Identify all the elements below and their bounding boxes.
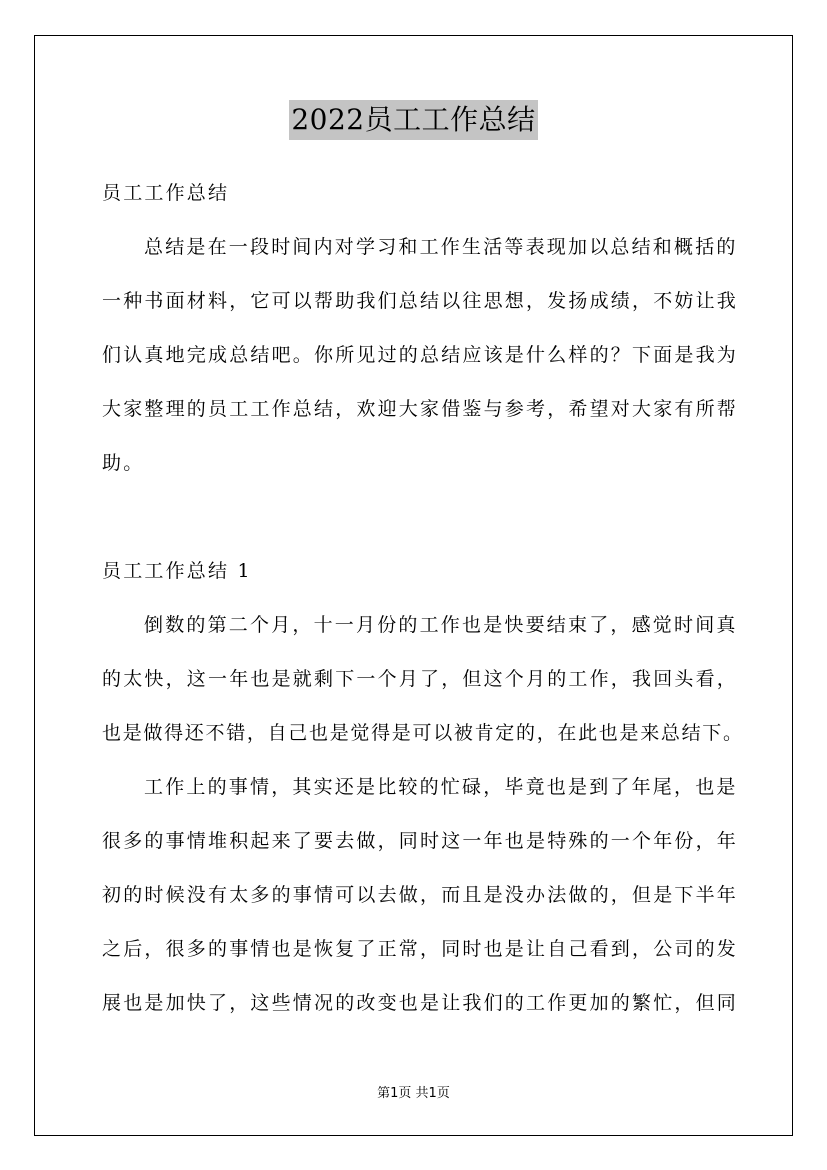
paragraph-line: 展也是加快了，这些情况的改变也是让我们的工作更加的繁忙，但同: [102, 992, 739, 1014]
intro-line: 助。: [102, 452, 145, 474]
document-title: 2022员工工作总结: [289, 100, 537, 140]
paragraph-line: 也是做得还不错，自己也是觉得是可以被肯定的，在此也是来总结下。: [102, 722, 742, 744]
paragraph-line: 初的时候没有太多的事情可以去做，而且是没办法做的，但是下半年: [102, 884, 739, 906]
title-container: [0, 100, 827, 140]
paragraph-line: 很多的事情堆积起来了要去做，同时这一年也是特殊的一个年份，年: [102, 830, 739, 852]
intro-line: 大家整理的员工工作总结，欢迎大家借鉴与参考，希望对大家有所帮: [102, 398, 739, 420]
page-footer: 第1页 共1页: [377, 1086, 450, 1101]
subheading: 员工工作总结 1: [102, 560, 252, 582]
document-body: [102, 166, 742, 1030]
section-heading: 员工工作总结: [102, 182, 230, 204]
paragraph-line: 工作上的事情，其实还是比较的忙碌，毕竟也是到了年尾，也是: [144, 776, 738, 798]
paragraph-line: 倒数的第二个月，十一月份的工作也是快要结束了，感觉时间真: [144, 614, 738, 636]
intro-line: 总结是在一段时间内对学习和工作生活等表现加以总结和概括的: [144, 236, 738, 258]
paragraph-line: 的太快，这一年也是就剩下一个月了，但这个月的工作，我回头看，: [102, 668, 739, 690]
intro-line: 们认真地完成总结吧。你所见过的总结应该是什么样的？下面是我为: [102, 344, 739, 366]
paragraph-line: 之后，很多的事情也是恢复了正常，同时也是让自己看到，公司的发: [102, 938, 739, 960]
intro-line: 一种书面材料，它可以帮助我们总结以往思想，发扬成绩，不妨让我: [102, 290, 739, 312]
paragraph-gap: [102, 490, 742, 544]
